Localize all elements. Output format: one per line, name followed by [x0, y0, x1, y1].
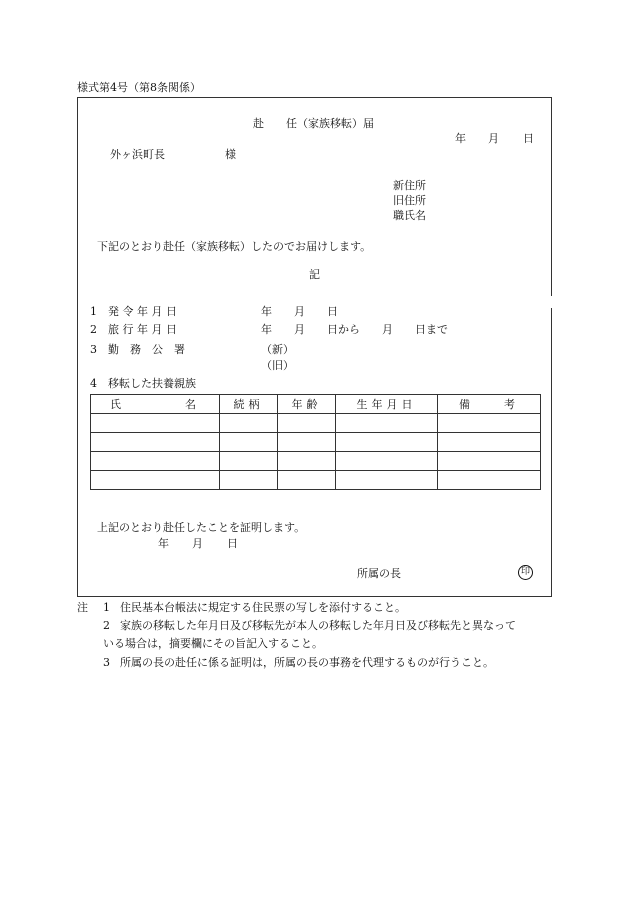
- header-date-month: 月: [488, 132, 499, 145]
- item-2-value: 年 月 日から 月 日まで: [261, 323, 448, 336]
- table-cell[interactable]: [278, 433, 336, 452]
- table-cell[interactable]: [91, 433, 220, 452]
- intro-text: 下記のとおり赴任（家族移転）したのでお届けします。: [97, 240, 372, 253]
- table-cell[interactable]: [91, 414, 220, 433]
- table-cell[interactable]: [278, 471, 336, 490]
- item-3-value-old: （旧）: [261, 359, 294, 372]
- seal-mark: 印: [518, 565, 533, 580]
- form-label: 様式第4号（第8条関係）: [77, 81, 201, 94]
- header-date-day: 日: [523, 132, 534, 145]
- addressee: 外ヶ浜町長: [110, 148, 165, 161]
- note-2-text-line1: 家族の移転した年月日及び移転先が本人の移転した年月日及び移転先と異なって: [120, 619, 516, 632]
- table-cell[interactable]: [220, 452, 278, 471]
- table-cell[interactable]: [220, 433, 278, 452]
- table-cell[interactable]: [220, 471, 278, 490]
- position-name-label: 職氏名: [393, 209, 426, 222]
- certification-text: 上記のとおり赴任したことを証明します。: [97, 521, 306, 534]
- col-header-age: 年齢: [278, 395, 336, 414]
- header-date-year: 年: [455, 132, 466, 145]
- note-2-text-line2: いる場合は，摘要欄にその旨記入すること。: [103, 637, 323, 650]
- table-cell[interactable]: [336, 433, 438, 452]
- item-3-label: 勤 務 公 署: [108, 343, 185, 356]
- item-4-number: 4: [90, 377, 97, 390]
- item-1-label: 発 令 年 月 日: [108, 305, 177, 318]
- table-cell[interactable]: [278, 452, 336, 471]
- addressee-suffix: 様: [225, 148, 236, 161]
- item-4-label: 移転した扶養親族: [108, 377, 196, 390]
- item-2-number: 2: [90, 323, 97, 336]
- note-3-text: 所属の長の赴任に係る証明は，所属の長の事務を代理するものが行うこと。: [120, 656, 494, 669]
- col-header-birthdate: 生年月日: [336, 395, 438, 414]
- col-header-name: 氏 名: [91, 395, 220, 414]
- table-cell[interactable]: [336, 471, 438, 490]
- table-cell[interactable]: [278, 414, 336, 433]
- table-cell[interactable]: [336, 414, 438, 433]
- table-cell[interactable]: [438, 452, 541, 471]
- ki-heading: 記: [309, 268, 320, 281]
- frame-gap: [549, 296, 555, 308]
- old-address-label: 旧住所: [393, 194, 426, 207]
- table-row: [91, 452, 541, 471]
- table-cell[interactable]: [220, 414, 278, 433]
- item-3-value-new: （新）: [261, 343, 294, 356]
- item-1-number: 1: [90, 305, 97, 318]
- note-1-number: 1: [103, 601, 110, 614]
- note-3-number: 3: [103, 656, 110, 669]
- family-table: [90, 394, 541, 490]
- table-row: [91, 433, 541, 452]
- col-header-remarks: 備 考: [438, 395, 541, 414]
- table-cell[interactable]: [438, 471, 541, 490]
- cert-date-month: 月: [192, 537, 203, 550]
- table-row: [91, 471, 541, 490]
- note-2-number: 2: [103, 619, 110, 632]
- cert-date-year: 年: [158, 537, 169, 550]
- form-title: 赴 任（家族移転）届: [253, 117, 374, 130]
- col-header-relation: 続柄: [220, 395, 278, 414]
- table-cell[interactable]: [91, 452, 220, 471]
- table-cell[interactable]: [438, 433, 541, 452]
- item-3-number: 3: [90, 343, 97, 356]
- notes-label: 注: [77, 601, 88, 614]
- new-address-label: 新住所: [393, 179, 426, 192]
- family-table-header-row: [91, 395, 541, 414]
- item-1-value: 年 月 日: [261, 305, 338, 318]
- cert-signer: 所属の長: [357, 567, 401, 580]
- table-cell[interactable]: [336, 452, 438, 471]
- table-cell[interactable]: [91, 471, 220, 490]
- cert-date-day: 日: [227, 537, 238, 550]
- note-1-text: 住民基本台帳法に規定する住民票の写しを添付すること。: [120, 601, 406, 614]
- table-cell[interactable]: [438, 414, 541, 433]
- table-row: [91, 414, 541, 433]
- item-2-label: 旅 行 年 月 日: [108, 323, 177, 336]
